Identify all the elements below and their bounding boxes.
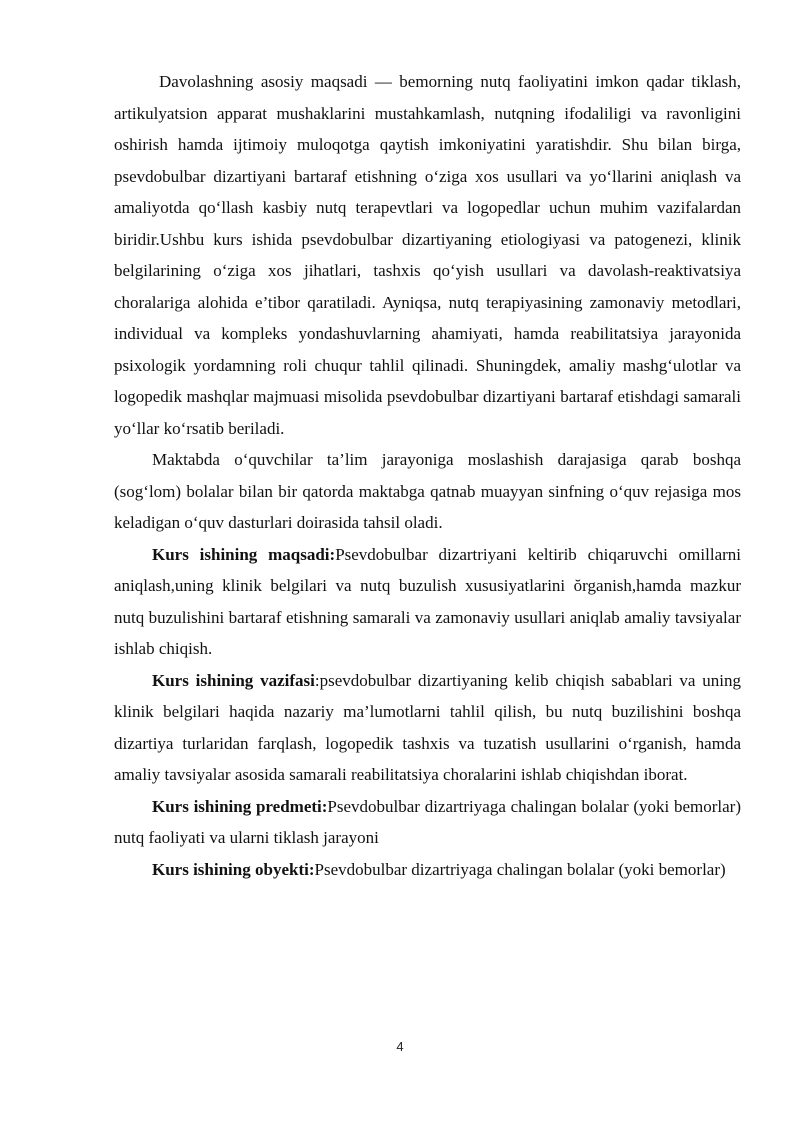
object-label: Kurs ishining obyekti: bbox=[152, 859, 315, 879]
document-body bbox=[114, 66, 741, 885]
page-number: 4 bbox=[396, 1039, 404, 1054]
school-paragraph: Maktabda o‘quvchilar ta’lim jarayoniga moslashish darajasiga qarab boshqa (sog‘lom) bolalar bilan bir qatorda maktabga qatnab muayyan sinfning o‘quv rejasiga mos keladigan o‘quv dasturlari doirasida tahsil oladi. bbox=[114, 450, 741, 532]
subject-label: Kurs ishining predmeti: bbox=[152, 796, 328, 816]
goal-paragraph bbox=[114, 539, 741, 665]
tasks-paragraph bbox=[114, 665, 741, 791]
intro-paragraph: Davolashning asosiy maqsadi — bemorning nutq faoliyatini imkon qadar tiklash, artikulyatsion apparat mushaklarini mustahkamlash, nutqning ifodaliligi va ravonligini oshirish hamda ijtimoiy muloqotga qaytish imkoniyatini yaratishdir. Shu bilan birga, psevdobulbar dizartiyani bartaraf etishning o‘ziga xos usullari va yo‘llarini aniqlash va amaliyotda qo‘llash kasbiy nutq terapevtlari va logopedlar uchun muhim vazifalardan biridir.Ushbu kurs ishida psevdobulbar dizartiyaning etiologiyasi va patogenezi, klinik belgilarining o‘ziga xos jihatlari, tashxis qo‘yish usullari va davolash-reaktivatsiya choralariga alohida e’tibor qaratiladi. Ayniqsa, nutq terapiyasining zamonaviy metodlari, individual va kompleks yondashuvlarning ahamiyati, hamda reabilitatsiya jarayonida psixologik yordamning roli chuqur tahlil qilinadi. Shuningdek, amaliy mashg‘ulotlar va logopedik mashqlar majmuasi misolida psevdobulbar dizartiyani bartaraf etishdagi samarali yo‘llar ko‘rsatib beriladi. bbox=[114, 72, 741, 438]
subject-text: Psevdobulbar dizartriyaga chalingan bolalar (yoki bemorlar) nutq faoliyati va ularni tiklash jarayoni bbox=[114, 796, 741, 847]
object-paragraph bbox=[114, 854, 741, 886]
goal-label: Kurs ishining maqsadi: bbox=[152, 544, 336, 564]
tasks-label: Kurs ishining vazifasi bbox=[152, 670, 315, 690]
tasks-text: :psevdobulbar dizartiyaning kelib chiqish sabablari va uning klinik belgilari haqida nazariy ma’lumotlarni tahlil qilish, bu nutq buzilishini boshqa dizartiya turlaridan farqlash, logopedik tashxis va tuzatish usullarini o‘rganish, hamda amaliy tavsiyalar asosida samarali reabilitatsiya choralarini ishlab chiqishdan iborat. bbox=[114, 670, 741, 784]
goal-text: Psevdobulbar dizartriyani keltirib chiqaruvchi omillarni aniqlash,uning klinik belgilari va nutq buzulish xususiyatlarini ŏrganish,hamda mazkur nutq buzulishini bartaraf etishning samarali va zamonaviy usullari aniqlab amaliy tavsiyalar ishlab chiqish. bbox=[114, 544, 741, 658]
object-text: Psevdobulbar dizartriyaga chalingan bolalar (yoki bemorlar) bbox=[314, 859, 726, 879]
subject-paragraph bbox=[114, 791, 741, 854]
